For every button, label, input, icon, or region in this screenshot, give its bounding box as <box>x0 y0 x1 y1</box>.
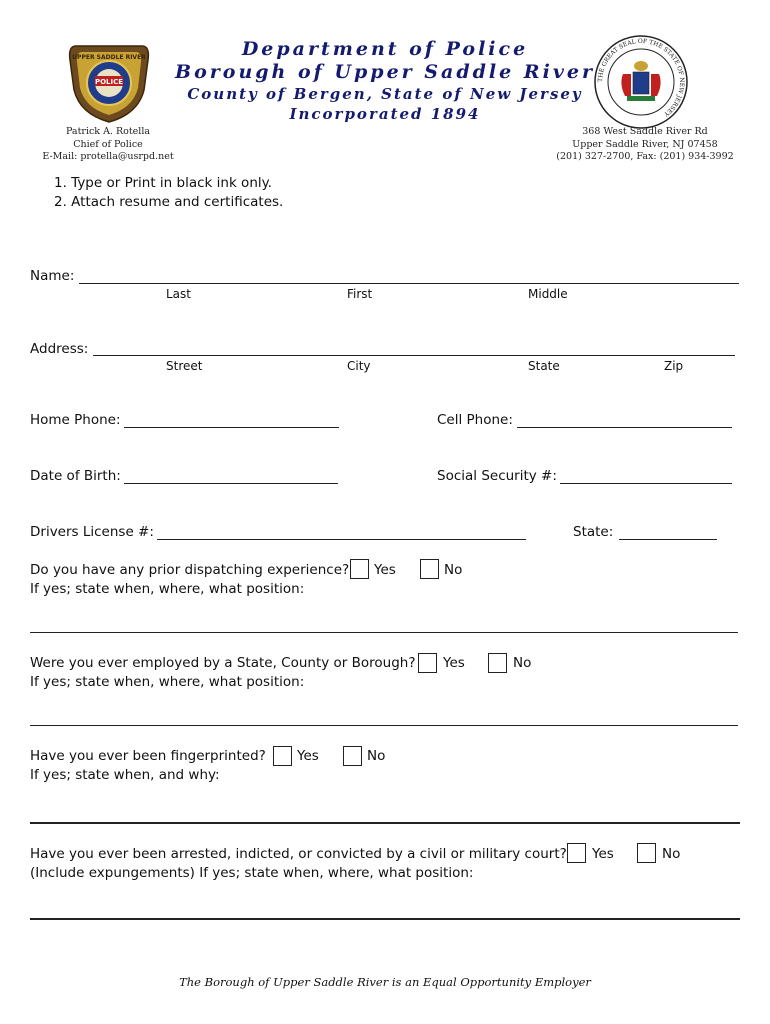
q2-yes-label: Yes <box>443 655 465 671</box>
name-sub-last: Last <box>166 287 191 301</box>
q4-no-label: No <box>662 846 681 862</box>
address-phone: (201) 327-2700, Fax: (201) 934-3992 <box>556 151 734 162</box>
chief-name: Patrick A. Rotella <box>65 126 151 137</box>
ssn-field[interactable] <box>560 483 732 484</box>
name-field[interactable] <box>79 283 739 284</box>
chief-info <box>20 126 196 164</box>
address-sub-state: State <box>528 359 560 373</box>
police-badge-logo <box>66 38 152 124</box>
q3-answer-line[interactable] <box>30 822 740 824</box>
cell-phone-field[interactable] <box>517 427 732 428</box>
header-title-borough: Borough of Upper Saddle River <box>175 61 595 83</box>
header-county: County of Bergen, State of New Jersey <box>187 85 583 103</box>
q3-yes-label: Yes <box>297 748 319 764</box>
header-title-department: Department of Police <box>241 38 529 60</box>
address-label: Address: <box>30 341 89 357</box>
address-sub-zip: Zip <box>664 359 684 373</box>
q2-yes-checkbox[interactable] <box>418 653 437 673</box>
home-phone-field[interactable] <box>124 427 339 428</box>
q3-yes-checkbox[interactable] <box>273 746 292 766</box>
department-address <box>535 126 755 164</box>
instruction-1: 1. Type or Print in black ink only. <box>54 175 272 191</box>
chief-title: Chief of Police <box>73 138 143 150</box>
q4-follow-up: (Include expungements) If yes; state when, where, what position: <box>30 865 474 881</box>
license-label: Drivers License #: <box>30 524 154 540</box>
name-label: Name: <box>30 268 75 284</box>
license-state-label: State: <box>573 524 614 540</box>
badge-top-text: UPPER SADDLE RIVER <box>72 54 146 61</box>
q1-no-checkbox[interactable] <box>420 559 439 579</box>
address-sub-street: Street <box>166 359 203 373</box>
q2-no-checkbox[interactable] <box>488 653 507 673</box>
q4-yes-label: Yes <box>592 846 614 862</box>
q1-no-label: No <box>444 562 463 578</box>
q2-answer-line[interactable] <box>30 725 738 726</box>
q1-answer-line[interactable] <box>30 632 738 633</box>
q1-yes-checkbox[interactable] <box>350 559 369 579</box>
name-sub-first: First <box>347 287 373 301</box>
q4-arrest-question: Have you ever been arrested, indicted, or convicted by a civil or military court? <box>30 846 567 862</box>
seal-ring-text: THE GREAT SEAL OF THE STATE OF NEW JERSEY <box>596 37 686 118</box>
q4-answer-line[interactable] <box>30 918 740 920</box>
ssn-label: Social Security #: <box>437 468 557 484</box>
q3-no-checkbox[interactable] <box>343 746 362 766</box>
q4-no-checkbox[interactable] <box>637 843 656 863</box>
address-field[interactable] <box>93 355 735 356</box>
footer-eeo-statement: The Borough of Upper Saddle River is an Equal Opportunity Employer <box>179 975 591 989</box>
license-state-field[interactable] <box>619 539 717 540</box>
q1-dispatching-question: Do you have any prior dispatching experience? <box>30 562 350 578</box>
address-city: Upper Saddle River, NJ 07458 <box>572 138 718 150</box>
dob-label: Date of Birth: <box>30 468 121 484</box>
state-seal-logo <box>593 34 689 130</box>
q2-follow-up: If yes; state when, where, what position: <box>30 674 305 690</box>
license-field[interactable] <box>157 539 526 540</box>
address-street: 368 West Saddle River Rd <box>582 126 708 137</box>
q4-yes-checkbox[interactable] <box>567 843 586 863</box>
address-sub-city: City <box>347 359 371 373</box>
q1-yes-label: Yes <box>374 562 396 578</box>
q2-no-label: No <box>513 655 532 671</box>
cell-phone-label: Cell Phone: <box>437 412 513 428</box>
badge-center-text: POLICE <box>94 78 124 86</box>
q3-no-label: No <box>367 748 386 764</box>
home-phone-label: Home Phone: <box>30 412 121 428</box>
q1-follow-up: If yes; state when, where, what position: <box>30 581 305 597</box>
chief-email: E-Mail: protella@usrpd.net <box>42 151 174 162</box>
dob-field[interactable] <box>124 483 338 484</box>
name-sub-middle: Middle <box>528 287 568 301</box>
q2-employment-question: Were you ever employed by a State, County or Borough? <box>30 655 416 671</box>
instruction-2: 2. Attach resume and certificates. <box>54 194 284 210</box>
q3-fingerprint-question: Have you ever been fingerprinted? <box>30 748 266 764</box>
header-incorporated: Incorporated 1894 <box>289 105 481 123</box>
q3-follow-up: If yes; state when, and why: <box>30 767 220 783</box>
